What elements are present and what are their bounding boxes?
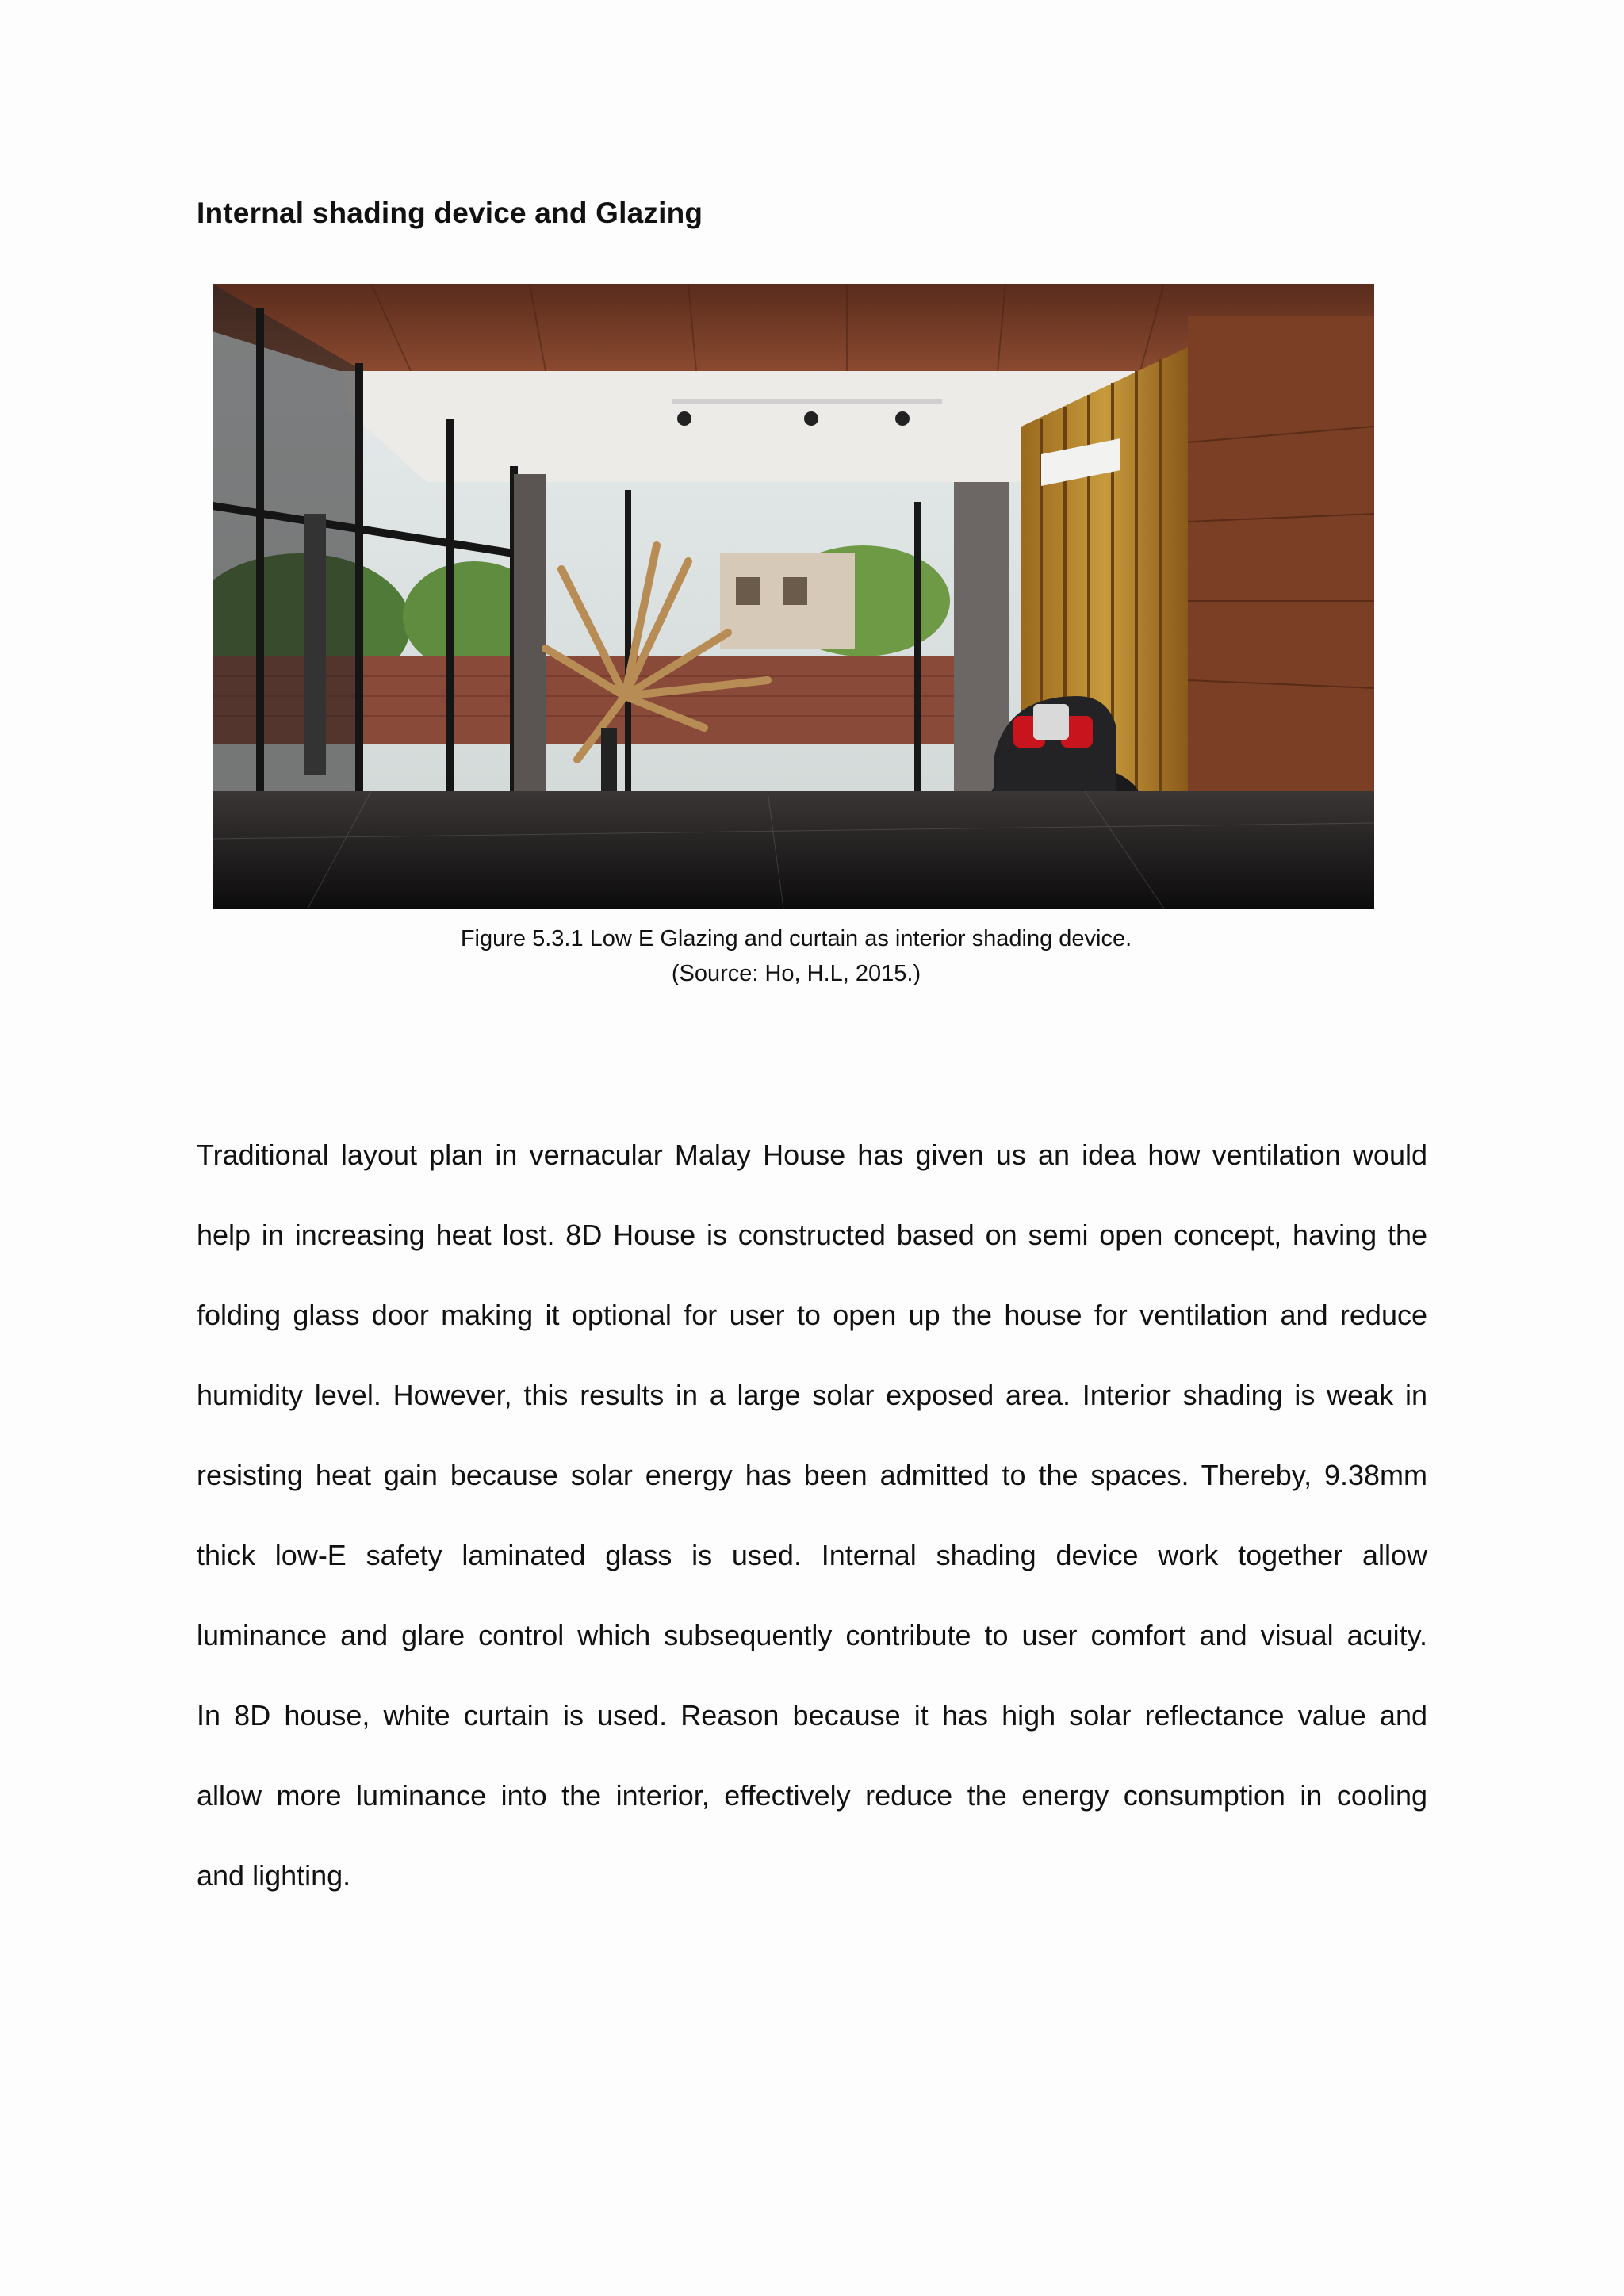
- paragraph-line: luminance and glare control which subsequently contribute to user comfort and visual acuity.: [197, 1619, 1427, 1651]
- paragraph-line: thick low-E safety laminated glass is used. Internal shading device work together allow: [197, 1539, 1427, 1571]
- section-heading: Internal shading device and Glazing: [197, 197, 703, 229]
- paragraph-line: In 8D house, white curtain is used. Reason because it has high solar reflectance value and: [197, 1699, 1427, 1732]
- paragraph-line: Traditional layout plan in vernacular Malay House has given us an idea how ventilation would: [197, 1138, 1427, 1171]
- figure-photo-interior: [213, 284, 1374, 909]
- paragraph-line: folding glass door making it optional for user to open up the house for ventilation and reduce: [197, 1299, 1427, 1331]
- body-paragraph: [197, 1115, 1427, 1915]
- figure-caption: Figure 5.3.1 Low E Glazing and curtain as interior shading device.: [460, 926, 1132, 951]
- figure-source: (Source: Ho, H.L, 2015.): [671, 961, 921, 986]
- paragraph-line: allow more luminance into the interior, effectively reduce the energy consumption in cooling: [197, 1779, 1427, 1812]
- paragraph-line: help in increasing heat lost. 8D House is constructed based on semi open concept, having the: [197, 1219, 1427, 1251]
- paragraph-line: humidity level. However, this results in a large solar exposed area. Interior shading is weak in: [197, 1379, 1427, 1411]
- paragraph-line: resisting heat gain because solar energy has been admitted to the spaces. Thereby, 9.38mm: [197, 1459, 1427, 1491]
- paragraph-line: and lighting.: [197, 1858, 351, 1892]
